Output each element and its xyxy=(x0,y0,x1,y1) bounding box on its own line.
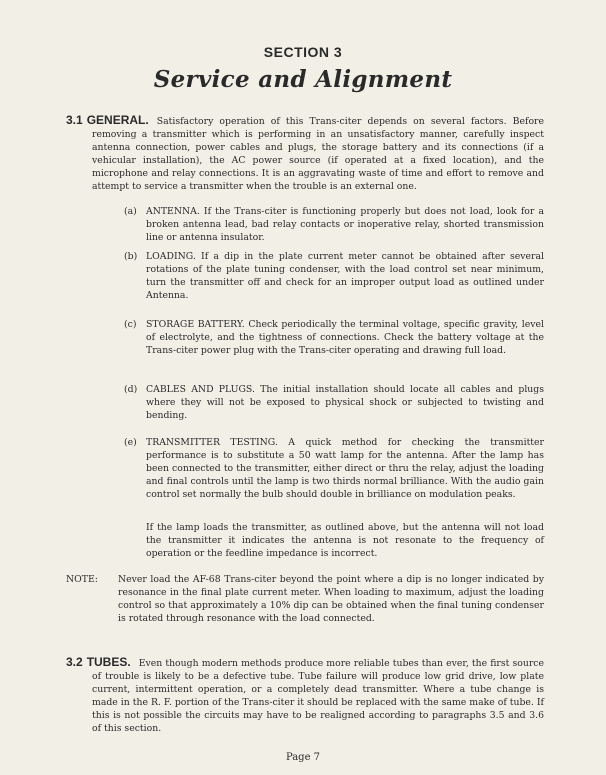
item-text: ANTENNA. If the Trans-citer is functioning properly but does not load, look for a broken antenna lead, bad relay contacts or inoperative relay, shorted transmission line or antenna insulator. xyxy=(146,206,544,243)
paragraph-text: Even though modern methods produce more reliable tubes than ever, the first source of trouble is likely to be a defective tube. Tube failure will produce low grid drive, low plate current, intermittent operation, or a completely dead transmitter. Where a tube change is made in the R. F. portion of the Trans-citer it should be replaced with the same make of tube. If this is not possible the circuits may have to be realigned according to paragraphs 3.5 and 3.6 of this section. xyxy=(92,658,544,734)
note-label: NOTE: xyxy=(66,574,98,585)
list-item-transmitter-testing xyxy=(124,437,544,515)
item-text: LOADING. If a dip in the plate current meter cannot be obtained after several rotations of the plate tuning condenser, with the load control set near minimum, turn the transmitter off and check for an improper output load as outlined under Antenna. xyxy=(146,251,544,301)
section-title: Service and Alignment xyxy=(153,66,453,93)
section-number: 3.2 xyxy=(66,655,83,669)
section-number: 3.1 xyxy=(66,113,83,127)
item-text: CABLES AND PLUGS. The initial installation should locate all cables and plugs where they will not be exposed to physical shock or subjected to twisting and bending. xyxy=(146,384,544,421)
item-letter: (c) xyxy=(124,319,137,330)
paragraph-tubes xyxy=(66,656,544,735)
list-item-loading xyxy=(124,251,544,303)
note-text: Never load the AF-68 Trans-citer beyond the point where a dip is no longer indicated by resonance in the final plate current meter. When loading to maximum, adjust the loading control so that approximately a 10% dip can be obtained when the final tuning condenser is rotated through resonance with the load connected. xyxy=(118,574,544,624)
item-text: TRANSMITTER TESTING. A quick method for checking the transmitter performance is to substitute a 50 watt lamp for the antenna. After the lamp has been connected to the transmitter, either direct or thru the relay, adjust the loading and final controls until the lamp is two thirds normal brilliance. With the audio gain control set normally the bulb should double in brilliance on modulation peaks. xyxy=(146,437,544,500)
page-number: Page 7 xyxy=(285,752,321,763)
item-letter: (b) xyxy=(124,251,138,262)
note-block xyxy=(66,574,544,640)
section-label: SECTION 3 xyxy=(263,44,343,60)
item-letter: (e) xyxy=(124,437,137,448)
list-item-cables-and-plugs xyxy=(124,384,544,424)
transmitter-testing-followup: If the lamp loads the transmitter, as outlined above, but the antenna will not load the transmitter it indicates the antenna is not resonate to the frequency of operation or the feedline impedance is incorrect. xyxy=(146,522,544,559)
paragraph-text: Satisfactory operation of this Trans-citer depends on several factors. Before removing a transmitter which is performing in an unsatisfactory manner, carefully inspect antenna connection, power cables and plugs, the storage battery and its connections (if a vehicular installation), the AC power source (if operated at a fixed location), and the microphone and relay connections. It is an aggravating waste of time and effort to remove and attempt to service a transmitter when the trouble is an external one. xyxy=(92,116,544,192)
list-item-antenna xyxy=(124,206,544,246)
list-item-storage-battery xyxy=(124,319,544,371)
paragraph-general xyxy=(66,114,544,193)
item-text: STORAGE BATTERY. Check periodically the terminal voltage, specific gravity, level of electrolyte, and the tightness of connections. Check the battery voltage at the Trans-citer power plug with the Trans-citer operating and drawing full load. xyxy=(146,319,544,356)
section-heading: GENERAL. xyxy=(86,113,149,127)
item-letter: (a) xyxy=(124,206,137,217)
section-heading: TUBES. xyxy=(86,655,131,669)
item-letter: (d) xyxy=(124,384,138,395)
